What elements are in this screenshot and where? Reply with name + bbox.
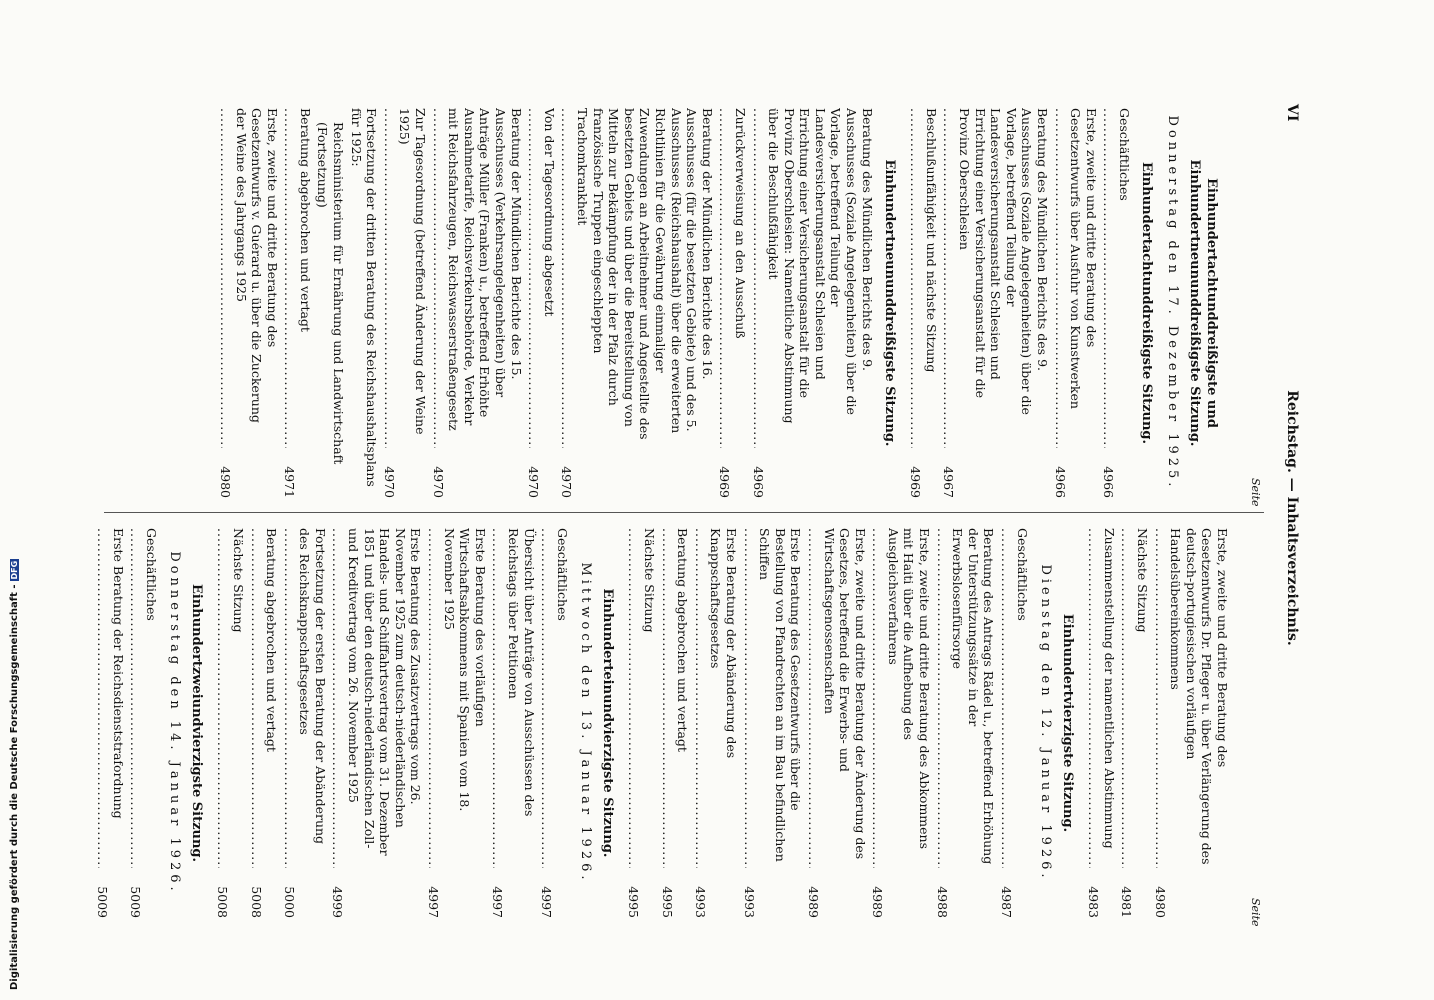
toc-entry <box>128 528 159 918</box>
toc-entry-text: Beratung abgebrochen und vertagt ..... <box>282 108 313 448</box>
toc-entry-text: Erste, zweite und dritte Beratung des Abkommens mit Haiti über die Aufhebung des Ausgleichsverfahrens ..... <box>870 528 932 868</box>
toc-entry-text: Erste, zweite und dritte Beratung des Gesetzentwurfs v. Guérard u. über die Zuckerung der Weine des Jahrgangs 1925 ..... <box>218 108 280 448</box>
rotated-page-content <box>90 98 1300 938</box>
toc-page-number: 4999 <box>330 868 346 918</box>
session-heading: Einhunderteinundvierzigste Sitzung. <box>599 588 615 858</box>
toc-page-number: 5008 <box>248 868 264 918</box>
toc-page-number: 4993 <box>692 868 708 918</box>
toc-entry-text: Zurückverweisung an den Ausschuß ..... <box>717 108 748 448</box>
toc-page-number: 4997 <box>425 868 441 918</box>
toc-entry <box>998 528 1029 918</box>
toc-page-number: 4970 <box>430 448 446 498</box>
toc-entry <box>430 108 524 498</box>
toc-entry <box>215 528 246 918</box>
column-label-left: Seite <box>1249 478 1262 507</box>
toc-entry-text: Nächste Sitzung ..... <box>1119 528 1150 868</box>
toc-entry-text: Geschäftliches ..... <box>1101 108 1132 448</box>
toc-entry-text: Nächste Sitzung ..... <box>215 528 246 868</box>
toc-entry <box>1086 528 1117 918</box>
toc-page-number: 4970 <box>381 448 397 498</box>
toc-entry <box>1052 108 1099 498</box>
toc-page-number: 4989 <box>805 868 821 918</box>
session-date: Donnerstag den 17. Dezember 1925. <box>1165 115 1180 491</box>
toc-entry-text: Erste, zweite und dritte Beratung der Änderung des Gesetzes, betreffend die Erwerbs- und Wirtschaftsgenossenschaften ..... <box>806 528 868 868</box>
toc-entry <box>217 108 279 498</box>
toc-entry <box>330 528 424 918</box>
toc-page-number: 4995 <box>659 868 675 918</box>
toc-page-number: 5009 <box>128 868 144 918</box>
toc-entry <box>805 528 867 918</box>
toc-entry-text: Erste, zweite und dritte Beratung des Gesetzentwurfs Dr. Pfleger u. über Verlängerung des deutsch-portugiesischen vorläufigen Handelsübereinkommens ..... <box>1153 528 1230 868</box>
toc-entry-text: Erste, zweite und dritte Beratung des Gesetzentwurfs über Ausfuhr von Kunstwerken ..... <box>1053 108 1099 448</box>
toc-page-number: 4970 <box>559 448 575 498</box>
toc-entry <box>741 528 803 918</box>
toc-entry <box>490 528 537 918</box>
toc-entry-text: Fortsetzung der ersten Beratung der Abänderung des Reichsknappschaftsgesetzes ..... <box>282 528 328 868</box>
toc-entry <box>559 108 715 498</box>
toc-page-number: 4980 <box>1152 868 1168 918</box>
toc-entry-text: Geschäftliches ..... <box>539 528 570 868</box>
toc-entry <box>692 528 739 918</box>
toc-entry-text: Beratung der Mündlichen Berichte des 15. Ausschusses (Verkehrsangelegenheiten) über Anträge Müller (Franken) u., betreffend Erhöhte Ausnahmetarife, Reichsverkehrsbehörde, Verkehr mit Reichsfahrzeugen, Reichswasserstraßengesetz ..... <box>431 108 524 448</box>
left-column <box>215 108 1230 498</box>
toc-subheading: Fortsetzung der dritten Beratung des Reichshaushaltsplans für 1925: <box>348 108 380 487</box>
toc-page-number: 4983 <box>1086 868 1102 918</box>
toc-page-number: 4997 <box>539 868 555 918</box>
session-heading: Einhundertvierzigste Sitzung. <box>1059 613 1075 833</box>
toc-entry-text: Beratung abgebrochen und vertagt ..... <box>249 528 280 868</box>
toc-entry <box>717 108 748 498</box>
toc-entry <box>908 108 939 498</box>
toc-page-number: 4988 <box>934 868 950 918</box>
toc-page-number: 5009 <box>94 868 110 918</box>
toc-entry-text: Erste Beratung des Gesetzentwurfs über die Bestellung von Pfandrechten an im Bau befindlichen Schiffen ..... <box>742 528 804 868</box>
toc-page-number: 4967 <box>941 448 957 498</box>
dfg-logo: DFG <box>10 560 19 580</box>
right-column <box>92 528 1230 918</box>
toc-entry <box>425 528 487 918</box>
digitization-credit <box>9 559 20 990</box>
toc-entry-text: Beratung des Mündlichen Berichts des 9. Ausschusses (Soziale Angelegenheiten) über die Vorlage, betreffend Teilung der Landesversicherungsanstalt Schlesien und Errichtung einer Versicherungsanstalt für die Provinz Oberschlesien: Namentliche Abstimmung über die Beschlußfähigkeit ..... <box>751 108 875 448</box>
page-header <box>1278 98 1300 938</box>
toc-entry <box>526 108 557 498</box>
toc-entry-text: Beratung abgebrochen und vertagt ..... <box>660 528 691 868</box>
toc-entry <box>626 528 657 918</box>
toc-entry-text: Geschäftliches ..... <box>128 528 159 868</box>
toc-page-number: 4993 <box>741 868 757 918</box>
digitization-credit-strip <box>0 0 18 1000</box>
toc-entry-text: Von der Tagesordnung abgesetzt ..... <box>526 108 557 448</box>
toc-entry <box>539 528 570 918</box>
toc-page-number: 4987 <box>998 868 1014 918</box>
session-heading: Einhundertzweiundvierzigste Sitzung. <box>188 583 204 863</box>
column-divider <box>104 512 1264 513</box>
toc-page-number: 5008 <box>215 868 231 918</box>
toc-page-number: 4966 <box>1101 448 1117 498</box>
toc-entry-text: Beratung der Mündlichen Berichte des 16. Ausschusses (für die besetzten Gebiete) und des 5. Ausschusses (Reichshaushalt) über die erweiterten Richtlinien für die Gewährung einmaliger Zuwendungen an Arbeitnehmer und Angestellte des besetzten Gebiets und über die Bereitstellung von Mitteln zur Bekämpfung der in der Pfalz durch französische Truppen eingeschleppten Trachomkrankheit ..... <box>559 108 714 448</box>
toc-entry-text: Zusammenstellung der namentlichen Abstimmung ..... <box>1086 528 1117 868</box>
toc-entry <box>870 528 932 918</box>
toc-entry-text: Erste Beratung der Abänderung des Knappschaftsgesetzes ..... <box>693 528 739 868</box>
toc-entry-text: Beschlußunfähigkeit und nächste Sitzung ..... <box>908 108 939 448</box>
toc-page-number: 5000 <box>281 868 297 918</box>
toc-entry-text: Übersicht über Anträge von Ausschüssen des Reichstags über Petitionen ..... <box>490 528 536 868</box>
toc-page-number: 4969 <box>750 448 766 498</box>
toc-entry-text: Erste Beratung der Reichsdienststrafordnung ..... <box>95 528 126 868</box>
toc-entry-text: Beratung des Mündlichen Berichts des 9. Ausschusses (Soziale Angelegenheiten) über die Vorlage, betreffend Teilung der Landesversicherungsanstalt Schlesien und Errichtung einer Versicherungsanstalt für die Provinz Oberschlesien ..... <box>941 108 1050 448</box>
toc-entry <box>934 528 996 918</box>
toc-entry-text: Nächste Sitzung ..... <box>626 528 657 868</box>
session-heading: Einhundertachtunddreißigste Sitzung. <box>1139 161 1154 445</box>
toc-entry-text: Erste Beratung des Zusatzvertrags vom 26. November 1925 zum deutsch-niederländischen Handels- und Schiffahrtsvertrag vom 31. Dezember 1851 und über den deutsch-niederländischen Zoll- und Kreditvertrag vom 26. November 1925 ..... <box>331 528 424 868</box>
toc-page-number: 4997 <box>490 868 506 918</box>
toc-page-number: 4995 <box>626 868 642 918</box>
toc-page-number: 4989 <box>870 868 886 918</box>
page-title: Reichstag. — Inhaltsverzeichnis. <box>1284 390 1300 646</box>
toc-page-number: 4980 <box>217 448 233 498</box>
toc-entry <box>659 528 690 918</box>
toc-entry <box>1119 528 1150 918</box>
toc-entry <box>750 108 875 498</box>
toc-entry <box>1152 528 1230 918</box>
toc-page-number: 4971 <box>282 448 298 498</box>
toc-entry <box>941 108 1050 498</box>
column-label-right: Seite <box>1249 898 1262 927</box>
toc-entry <box>94 528 125 918</box>
session-heading: Einhundertachtunddreißigste und Einhundertneununddreißigste Sitzung. <box>1187 159 1219 447</box>
session-date: Donnerstag den 14. Januar 1926. <box>166 551 182 895</box>
toc-page-number: 4969 <box>717 448 733 498</box>
toc-page-number: 4970 <box>526 448 542 498</box>
page-number: VI <box>1284 104 1300 122</box>
toc-entry-text: Geschäftliches ..... <box>999 528 1030 868</box>
toc-entry <box>248 528 279 918</box>
toc-entry <box>381 108 428 498</box>
toc-entry <box>1101 108 1132 498</box>
credit-text: Digitalisierung gefördert durch die Deutsche Forschungsgemeinschaft - <box>9 584 20 990</box>
session-heading: Einhundertneununddreißigste Sitzung. <box>881 159 897 447</box>
toc-page-number: 4966 <box>1052 448 1068 498</box>
toc-entry <box>282 108 313 498</box>
toc-entry-text: Beratung des Antrags Rädel u., betreffend Erhöhung der Unterstützungssätze in der Erwerbslosenfürsorge ..... <box>935 528 997 868</box>
toc-entry-text: Erste Beratung des vorläufigen Wirtschaftsabkommens mit Spanien vom 18. November 1925 ..... <box>426 528 488 868</box>
toc-subheading: Reichsministerium für Ernährung und Landwirtschaft (Fortsetzung) <box>315 122 347 465</box>
toc-page-number: 4969 <box>908 448 924 498</box>
toc-page-number: 4981 <box>1119 868 1135 918</box>
session-date: Dienstag den 12. Januar 1926. <box>1037 564 1053 882</box>
toc-entry-text: Zur Tagesordnung (betreffend Änderung der Weine 1925) ..... <box>382 108 428 448</box>
session-date: Mittwoch den 13. Januar 1926. <box>577 562 593 884</box>
toc-entry <box>281 528 328 918</box>
